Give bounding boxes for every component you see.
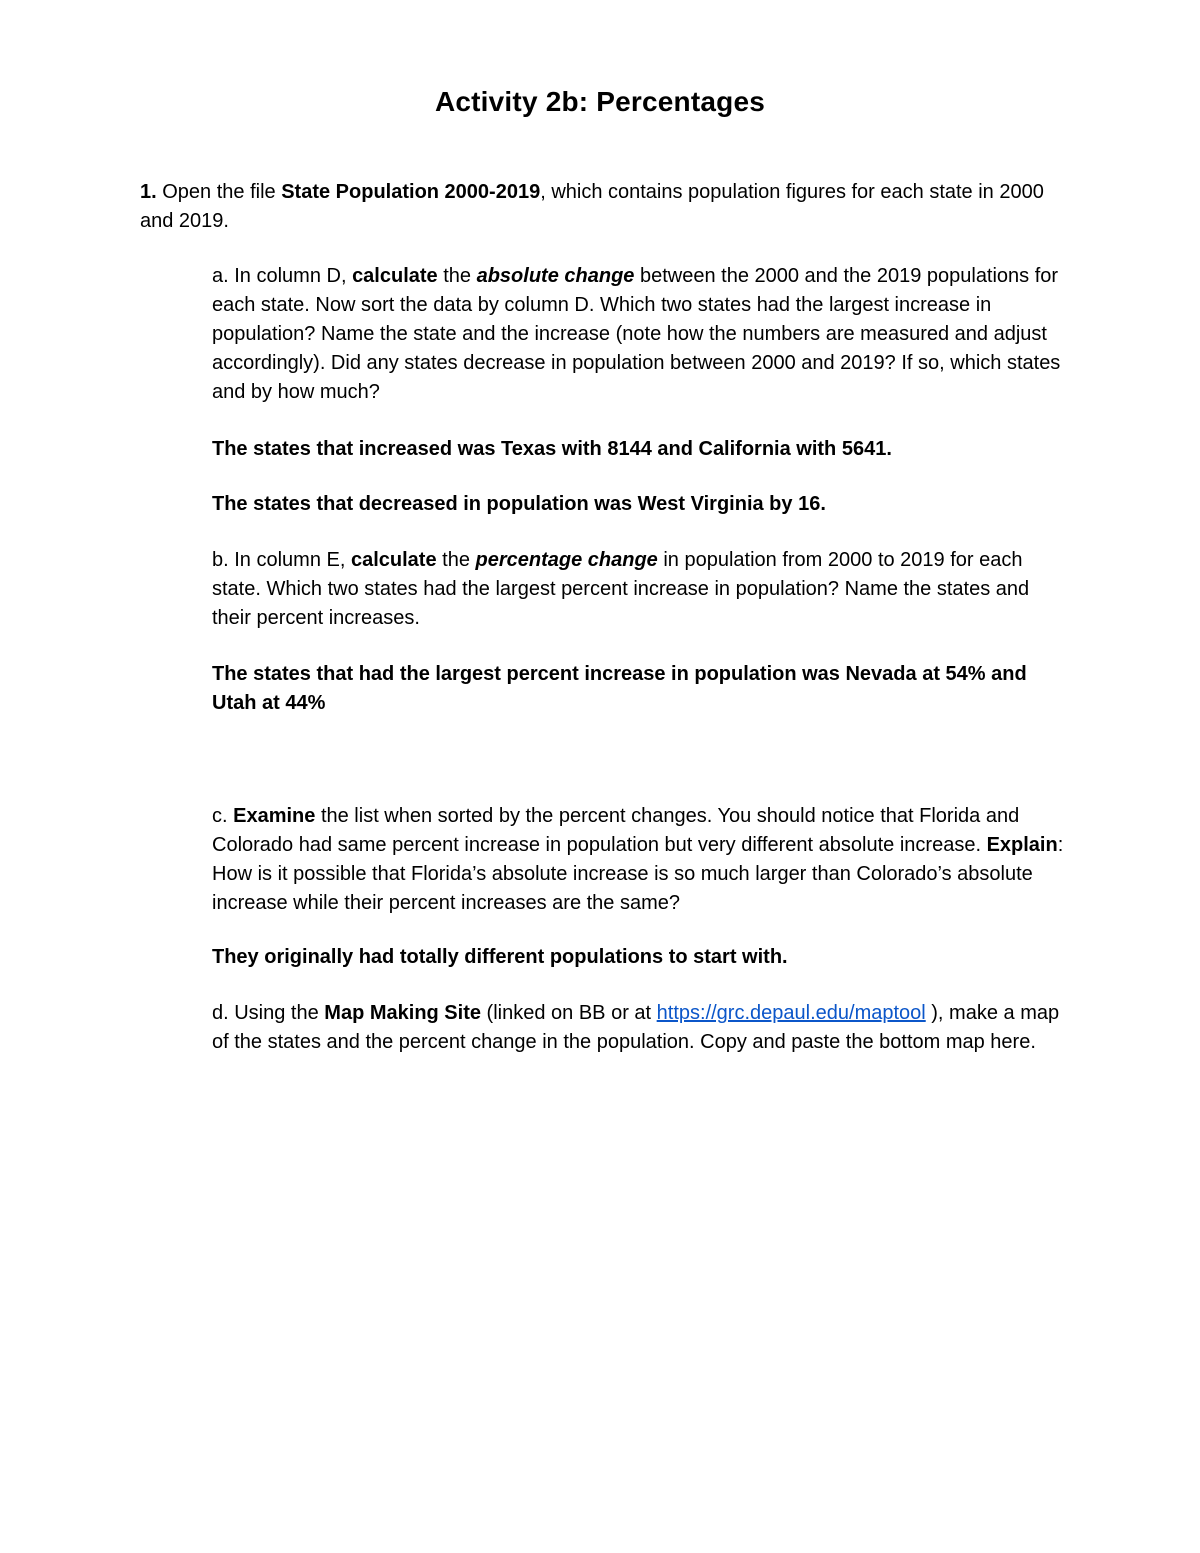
- question-a-bold-word: calculate: [352, 265, 438, 287]
- question-1: [140, 178, 1070, 236]
- question-d-lead: d. Using the: [212, 1002, 325, 1024]
- question-b-bold-word: calculate: [350, 549, 437, 571]
- question-1-text-after: , which contains population figures for each state in 2000 and 2019.: [140, 181, 1044, 232]
- question-d: [212, 999, 1072, 1057]
- question-c-lead: c.: [212, 805, 234, 827]
- question-c-text2: : How is it possible that Florida’s absolute increase is so much larger than Colorado’s absolute increase while their percent increases are the same?: [212, 834, 1064, 914]
- question-d-text2: ), make a map of the states and the percent change in the population. Copy and paste the bottom map here.: [212, 1002, 1060, 1053]
- question-a-text1: the: [437, 265, 477, 287]
- question-a: [212, 262, 1072, 407]
- question-a-emphasis: absolute change: [476, 265, 635, 287]
- answer-c: They originally had totally different populations to start with.: [212, 946, 788, 968]
- question-b-text2: in population from 2000 to 2019 for each state. Which two states had the largest percent increase in population? Name the states and their percent increases.: [212, 549, 1030, 629]
- question-b: [212, 546, 1072, 633]
- question-b-text1: the: [436, 549, 476, 571]
- question-a-lead: a. In column D,: [212, 265, 353, 287]
- page-title: Activity 2b: Percentages: [434, 86, 766, 117]
- maptool-link[interactable]: https://grc.depaul.edu/maptool: [656, 1002, 926, 1024]
- answer-a-2: The states that decreased in population was West Virginia by 16.: [212, 493, 826, 515]
- question-1-number: 1.: [140, 181, 157, 203]
- question-c-bold-word-2: Explain: [986, 834, 1058, 856]
- question-c: [212, 802, 1072, 918]
- question-b-lead: b. In column E,: [212, 549, 351, 571]
- file-name: State Population 2000-2019: [281, 181, 541, 203]
- map-making-site-label: Map Making Site: [324, 1002, 481, 1024]
- question-c-text1: the list when sorted by the percent changes. You should notice that Florida and Colorado had same percent increase in population but very different absolute increase.: [212, 805, 1020, 856]
- question-a-text2: between the 2000 and the 2019 populations for each state. Now sort the data by column D. Which two states had the largest increase in population? Name the state and the increase (note how the numbers are measured and adjust accordingly). Did any states decrease in population between 2000 and 2019? If so, which states and by how much?: [212, 265, 1061, 403]
- question-c-bold-word: Examine: [233, 805, 316, 827]
- answer-b: The states that had the largest percent increase in population was Nevada at 54% and Utah at 44%: [212, 663, 1027, 714]
- answer-a-1: The states that increased was Texas with 8144 and California with 5641.: [212, 438, 892, 460]
- question-1-text-before: Open the file: [156, 181, 282, 203]
- question-d-text1: (linked on BB or at: [481, 1002, 657, 1024]
- question-b-emphasis: percentage change: [475, 549, 658, 571]
